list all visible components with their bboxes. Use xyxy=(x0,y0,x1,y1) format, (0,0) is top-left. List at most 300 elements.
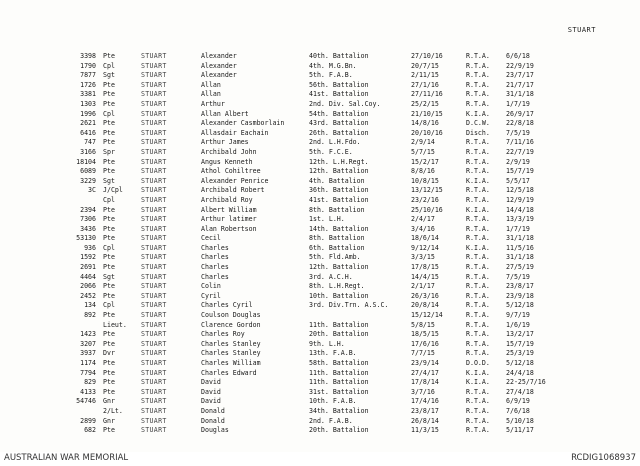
surname: STUART xyxy=(141,109,167,118)
fate: K.I.A. xyxy=(466,243,490,252)
rank: Pte xyxy=(103,253,115,262)
given-names: Donald xyxy=(201,406,225,415)
rank: Pte xyxy=(103,52,115,60)
unit: 4th. M.G.Bn. xyxy=(309,61,357,70)
service-number: 3937 xyxy=(80,349,96,358)
fate-date: 5/11/17 xyxy=(506,426,534,435)
rank: Pte xyxy=(103,282,115,291)
fate: R.T.A. xyxy=(466,320,490,329)
rank: Pte xyxy=(103,387,115,396)
unit: 20th. Battalion xyxy=(309,426,369,435)
table-row xyxy=(0,369,640,379)
service-number: 54746 xyxy=(76,397,96,406)
enlistment-date: 27/1/16 xyxy=(411,80,439,89)
given-names: Archibald Roy xyxy=(201,195,253,204)
enlistment-date: 7/7/15 xyxy=(411,349,435,358)
fate: R.T.A. xyxy=(466,71,490,80)
table-row xyxy=(0,359,640,369)
given-names: Arthur latimer xyxy=(201,215,257,224)
enlistment-date: 25/10/16 xyxy=(411,205,443,214)
given-names: David xyxy=(201,378,221,387)
enlistment-date: 14/8/16 xyxy=(411,119,439,128)
table-row xyxy=(0,81,640,91)
fate: R.T.A. xyxy=(466,282,490,291)
given-names: Cecil xyxy=(201,234,221,243)
service-number: 6416 xyxy=(80,128,96,137)
table-row xyxy=(0,62,640,72)
table-row xyxy=(0,90,640,100)
enlistment-date: 8/8/16 xyxy=(411,167,435,176)
rank: Pte xyxy=(103,80,115,89)
fate-date: 21/7/17 xyxy=(506,80,534,89)
fate: R.T.A. xyxy=(466,167,490,176)
fate: R.T.A. xyxy=(466,349,490,358)
given-names: Cyril xyxy=(201,291,221,300)
table-row xyxy=(0,340,640,350)
surname: STUART xyxy=(141,291,167,300)
rank: Pte xyxy=(103,426,115,435)
fate: R.T.A. xyxy=(466,147,490,156)
surname: STUART xyxy=(141,311,167,320)
given-names: Coulson Douglas xyxy=(201,311,261,320)
footer xyxy=(0,452,640,466)
rank: Sgt xyxy=(103,272,115,281)
rank: Pte xyxy=(103,224,115,233)
service-number: 2899 xyxy=(80,416,96,425)
rank: Pte xyxy=(103,167,115,176)
surname: STUART xyxy=(141,378,167,387)
service-number: 4133 xyxy=(80,387,96,396)
fate-date: 23/8/17 xyxy=(506,282,534,291)
table-row xyxy=(0,52,640,62)
enlistment-date: 15/12/14 xyxy=(411,311,443,320)
fate-date: 7/5/19 xyxy=(506,272,530,281)
service-number: 3C xyxy=(88,186,96,195)
fate: R.T.A. xyxy=(466,397,490,406)
enlistment-date: 3/3/15 xyxy=(411,253,435,262)
given-names: Clarence Gordon xyxy=(201,320,261,329)
fate-date: 22/7/19 xyxy=(506,147,534,156)
given-names: Charles xyxy=(201,263,229,272)
surname: STUART xyxy=(141,138,167,147)
enlistment-date: 2/11/15 xyxy=(411,71,439,80)
rank: Pte xyxy=(103,368,115,377)
enlistment-date: 10/8/15 xyxy=(411,176,439,185)
given-names: Alexander xyxy=(201,71,237,80)
fate: K.I.A. xyxy=(466,205,490,214)
service-number: 1423 xyxy=(80,330,96,339)
fate: R.T.A. xyxy=(466,52,490,60)
fate-date: 23/7/17 xyxy=(506,71,534,80)
table-row xyxy=(0,129,640,139)
service-number: 3166 xyxy=(80,147,96,156)
surname: STUART xyxy=(141,349,167,358)
fate-date: 5/12/18 xyxy=(506,359,534,367)
rank: Pte xyxy=(103,215,115,224)
enlistment-date: 26/8/14 xyxy=(411,416,439,425)
enlistment-date: 23/8/17 xyxy=(411,406,439,415)
table-row xyxy=(0,397,640,407)
service-number: 3398 xyxy=(80,52,96,60)
fate-date: 7/6/18 xyxy=(506,406,530,415)
enlistment-date: 18/5/15 xyxy=(411,330,439,339)
surname: STUART xyxy=(141,253,167,262)
rank: Pte xyxy=(103,291,115,300)
surname: STUART xyxy=(141,195,167,204)
enlistment-date: 5/7/15 xyxy=(411,147,435,156)
enlistment-date: 18/6/14 xyxy=(411,234,439,243)
enlistment-date: 20/7/15 xyxy=(411,61,439,70)
fate-date: 22/9/19 xyxy=(506,61,534,70)
fate: K.I.A. xyxy=(466,368,490,377)
surname: STUART xyxy=(141,320,167,329)
given-names: Charles Edward xyxy=(201,368,257,377)
fate: K.I.A. xyxy=(466,378,490,387)
rank: Cpl xyxy=(103,243,115,252)
rank: Cpl xyxy=(103,109,115,118)
surname: STUART xyxy=(141,167,167,176)
rank: Sgt xyxy=(103,71,115,80)
rank: Pte xyxy=(103,119,115,128)
surname: STUART xyxy=(141,387,167,396)
surname: STUART xyxy=(141,397,167,406)
rank: Sgt xyxy=(103,176,115,185)
service-number: 1790 xyxy=(80,61,96,70)
enlistment-date: 2/1/17 xyxy=(411,282,435,291)
surname: STUART xyxy=(141,368,167,377)
service-number: 2621 xyxy=(80,119,96,128)
given-names: Charles Stanley xyxy=(201,339,261,348)
rank: 2/Lt. xyxy=(103,406,123,415)
table-row xyxy=(0,321,640,331)
unit: 26th. Battalion xyxy=(309,128,369,137)
fate: R.T.A. xyxy=(466,253,490,262)
table-row xyxy=(0,71,640,81)
fate-date: 15/7/19 xyxy=(506,339,534,348)
rank: Cpl xyxy=(103,195,115,204)
table-row xyxy=(0,292,640,302)
service-number: 1303 xyxy=(80,99,96,108)
fate-date: 15/7/19 xyxy=(506,167,534,176)
surname: STUART xyxy=(141,157,167,166)
table-row xyxy=(0,138,640,148)
rank: Pte xyxy=(103,99,115,108)
unit: 2nd. Div. Sal.Coy. xyxy=(309,99,381,108)
unit: 2nd. F.A.B. xyxy=(309,416,353,425)
given-names: Charles xyxy=(201,243,229,252)
unit: 2nd. L.H.Fdo. xyxy=(309,138,361,147)
unit: 54th. Battalion xyxy=(309,109,369,118)
fate: K.I.A. xyxy=(466,109,490,118)
given-names: Alexander Casmborlain xyxy=(201,119,285,128)
given-names: Allasdair Eachain xyxy=(201,128,269,137)
enlistment-date: 14/4/15 xyxy=(411,272,439,281)
fate: R.T.A. xyxy=(466,186,490,195)
given-names: Athol Cohiltree xyxy=(201,167,261,176)
unit: 6th. Battalion xyxy=(309,243,365,252)
fate: R.T.A. xyxy=(466,215,490,224)
table-row xyxy=(0,417,640,427)
table-row xyxy=(0,349,640,359)
given-names: Donald xyxy=(201,416,225,425)
surname: STUART xyxy=(141,406,167,415)
enlistment-date: 2/9/14 xyxy=(411,138,435,147)
enlistment-date: 11/3/15 xyxy=(411,426,439,435)
unit: 36th. Battalion xyxy=(309,186,369,195)
fate: R.T.A. xyxy=(466,138,490,147)
surname: STUART xyxy=(141,282,167,291)
service-number: 6089 xyxy=(80,167,96,176)
enlistment-date: 20/10/16 xyxy=(411,128,443,137)
unit: 1st. L.H. xyxy=(309,215,345,224)
rank: Cpl xyxy=(103,301,115,310)
fate-date: 7/11/16 xyxy=(506,138,534,147)
surname: STUART xyxy=(141,52,167,60)
unit: 13th. F.A.B. xyxy=(309,349,357,358)
fate-date: 5/5/17 xyxy=(506,176,530,185)
given-names: Charles Cyril xyxy=(201,301,253,310)
table-row xyxy=(0,110,640,120)
surname: STUART xyxy=(141,71,167,80)
surname: STUART xyxy=(141,339,167,348)
unit: 12th. L.H.Regt. xyxy=(309,157,369,166)
surname: STUART xyxy=(141,90,167,99)
table-row xyxy=(0,273,640,283)
surname: STUART xyxy=(141,234,167,243)
surname: STUART xyxy=(141,61,167,70)
rank: Pte xyxy=(103,234,115,243)
fate-date: 9/7/19 xyxy=(506,311,530,320)
fate-date: 13/2/17 xyxy=(506,330,534,339)
fate-date: 6/9/19 xyxy=(506,397,530,406)
unit: 41st. Battalion xyxy=(309,90,369,99)
fate-date: 22/8/18 xyxy=(506,119,534,128)
given-names: Alexander Penrice xyxy=(201,176,269,185)
fate-date: 31/1/18 xyxy=(506,253,534,262)
fate-date: 27/4/18 xyxy=(506,387,534,396)
fate-date: 1/6/19 xyxy=(506,320,530,329)
fate: R.T.A. xyxy=(466,80,490,89)
surname: STUART xyxy=(141,426,167,435)
fate-date: 13/3/19 xyxy=(506,215,534,224)
unit: 3rd. Div.Trn. A.S.C. xyxy=(309,301,389,310)
rank: Pte xyxy=(103,138,115,147)
table-row xyxy=(0,119,640,129)
fate: R.T.A. xyxy=(466,301,490,310)
fate-date: 26/9/17 xyxy=(506,109,534,118)
fate: R.T.A. xyxy=(466,99,490,108)
fate-date: 7/5/19 xyxy=(506,128,530,137)
table-row xyxy=(0,301,640,311)
table-row xyxy=(0,186,640,196)
service-number: 18104 xyxy=(76,157,96,166)
fate-date: 22-25/7/16 xyxy=(506,378,546,387)
fate-date: 31/1/18 xyxy=(506,90,534,99)
unit: 10th. F.A.B. xyxy=(309,397,357,406)
given-names: Allan xyxy=(201,80,221,89)
unit: 11th. Battalion xyxy=(309,320,369,329)
service-number: 2452 xyxy=(80,291,96,300)
unit: 20th. Battalion xyxy=(309,330,369,339)
enlistment-date: 23/9/14 xyxy=(411,359,439,367)
fate: R.T.A. xyxy=(466,272,490,281)
given-names: Arthur James xyxy=(201,138,249,147)
rank: Pte xyxy=(103,311,115,320)
table-row xyxy=(0,378,640,388)
table-row xyxy=(0,206,640,216)
fate: D.C.W. xyxy=(466,119,490,128)
given-names: Alexander xyxy=(201,61,237,70)
service-number: 3229 xyxy=(80,176,96,185)
service-number: 3381 xyxy=(80,90,96,99)
fate: Disch. xyxy=(466,128,490,137)
reference-number: RCDIG1068937 xyxy=(571,453,636,463)
table-row xyxy=(0,196,640,206)
surname: STUART xyxy=(141,359,167,367)
service-number: 2066 xyxy=(80,282,96,291)
enlistment-date: 17/8/15 xyxy=(411,263,439,272)
table-row xyxy=(0,167,640,177)
surname: STUART xyxy=(141,243,167,252)
fate-date: 23/9/18 xyxy=(506,291,534,300)
surname-heading: STUART xyxy=(567,26,596,34)
fate-date: 31/1/18 xyxy=(506,234,534,243)
given-names: Charles xyxy=(201,272,229,281)
surname: STUART xyxy=(141,301,167,310)
unit: 3rd. A.C.H. xyxy=(309,272,353,281)
fate-date: 5/12/18 xyxy=(506,301,534,310)
fate-date: 11/5/16 xyxy=(506,243,534,252)
enlistment-date: 5/8/15 xyxy=(411,320,435,329)
fate-date: 1/7/19 xyxy=(506,99,530,108)
rank: J/Cpl xyxy=(103,186,123,195)
service-number: 7306 xyxy=(80,215,96,224)
table-row xyxy=(0,426,640,436)
given-names: Charles Roy xyxy=(201,330,245,339)
given-names: Allan xyxy=(201,90,221,99)
given-names: Colin xyxy=(201,282,221,291)
enlistment-date: 27/11/16 xyxy=(411,90,443,99)
fate-date: 5/10/18 xyxy=(506,416,534,425)
surname: STUART xyxy=(141,80,167,89)
rank: Pte xyxy=(103,359,115,367)
fate: R.T.A. xyxy=(466,195,490,204)
table-row xyxy=(0,100,640,110)
service-number: 747 xyxy=(84,138,96,147)
fate: D.O.D. xyxy=(466,359,490,367)
table-row xyxy=(0,253,640,263)
enlistment-date: 2/4/17 xyxy=(411,215,435,224)
service-number: 3436 xyxy=(80,224,96,233)
given-names: David xyxy=(201,397,221,406)
service-number: 682 xyxy=(84,426,96,435)
fate-date: 25/3/19 xyxy=(506,349,534,358)
fate: R.T.A. xyxy=(466,416,490,425)
unit: 5th. F.C.E. xyxy=(309,147,353,156)
fate: R.T.A. xyxy=(466,90,490,99)
fate-date: 6/6/18 xyxy=(506,52,530,60)
surname: STUART xyxy=(141,147,167,156)
fate: R.T.A. xyxy=(466,234,490,243)
fate-date: 14/4/18 xyxy=(506,205,534,214)
given-names: Charles xyxy=(201,253,229,262)
unit: 4th. Battalion xyxy=(309,176,365,185)
given-names: Angus Kenneth xyxy=(201,157,253,166)
fate-date: 27/5/19 xyxy=(506,263,534,272)
fate-date: 1/7/19 xyxy=(506,224,530,233)
service-number: 892 xyxy=(84,311,96,320)
publisher-label: AUSTRALIAN WAR MEMORIAL xyxy=(4,453,129,463)
unit: 43rd. Battalion xyxy=(309,119,369,128)
table-row xyxy=(0,388,640,398)
service-number: 3207 xyxy=(80,339,96,348)
rank: Dvr xyxy=(103,349,115,358)
service-number: 4464 xyxy=(80,272,96,281)
unit: 12th. Battalion xyxy=(309,263,369,272)
given-names: Charles William xyxy=(201,359,261,367)
fate: R.T.A. xyxy=(466,330,490,339)
fate-date: 24/4/18 xyxy=(506,368,534,377)
fate: R.T.A. xyxy=(466,406,490,415)
unit: 8th. Battalion xyxy=(309,205,365,214)
unit: 5th. Fld.Amb. xyxy=(309,253,361,262)
service-number: 1174 xyxy=(80,359,96,367)
table-row xyxy=(0,330,640,340)
rank: Pte xyxy=(103,157,115,166)
service-number: 7794 xyxy=(80,368,96,377)
unit: 8th. L.H.Regt. xyxy=(309,282,365,291)
surname: STUART xyxy=(141,99,167,108)
enlistment-date: 13/12/15 xyxy=(411,186,443,195)
surname: STUART xyxy=(141,186,167,195)
surname: STUART xyxy=(141,263,167,272)
service-number: 1726 xyxy=(80,80,96,89)
enlistment-date: 26/3/16 xyxy=(411,291,439,300)
enlistment-date: 3/7/16 xyxy=(411,387,435,396)
fate: R.T.A. xyxy=(466,291,490,300)
fate: K.I.A. xyxy=(466,176,490,185)
given-names: Albert William xyxy=(201,205,257,214)
unit: 11th. Battalion xyxy=(309,378,369,387)
fate: R.T.A. xyxy=(466,339,490,348)
given-names: Alan Robertson xyxy=(201,224,257,233)
surname: STUART xyxy=(141,330,167,339)
enlistment-date: 27/4/17 xyxy=(411,368,439,377)
enlistment-date: 17/8/14 xyxy=(411,378,439,387)
table-row xyxy=(0,148,640,158)
enlistment-date: 3/4/16 xyxy=(411,224,435,233)
enlistment-date: 15/2/17 xyxy=(411,157,439,166)
rank: Pte xyxy=(103,128,115,137)
given-names: Douglas xyxy=(201,426,229,435)
service-number: 936 xyxy=(84,243,96,252)
table-row xyxy=(0,282,640,292)
fate: R.T.A. xyxy=(466,387,490,396)
given-names: Alexander xyxy=(201,52,237,60)
rank: Pte xyxy=(103,339,115,348)
unit: 41st. Battalion xyxy=(309,195,369,204)
table-row xyxy=(0,311,640,321)
unit: 14th. Battalion xyxy=(309,224,369,233)
unit: 40th. Battalion xyxy=(309,52,369,60)
fate: R.T.A. xyxy=(466,263,490,272)
fate-date: 2/9/19 xyxy=(506,157,530,166)
fate: R.T.A. xyxy=(466,311,490,320)
unit: 12th. Battalion xyxy=(309,167,369,176)
surname: STUART xyxy=(141,128,167,137)
rank: Cpl xyxy=(103,61,115,70)
table-row xyxy=(0,244,640,254)
